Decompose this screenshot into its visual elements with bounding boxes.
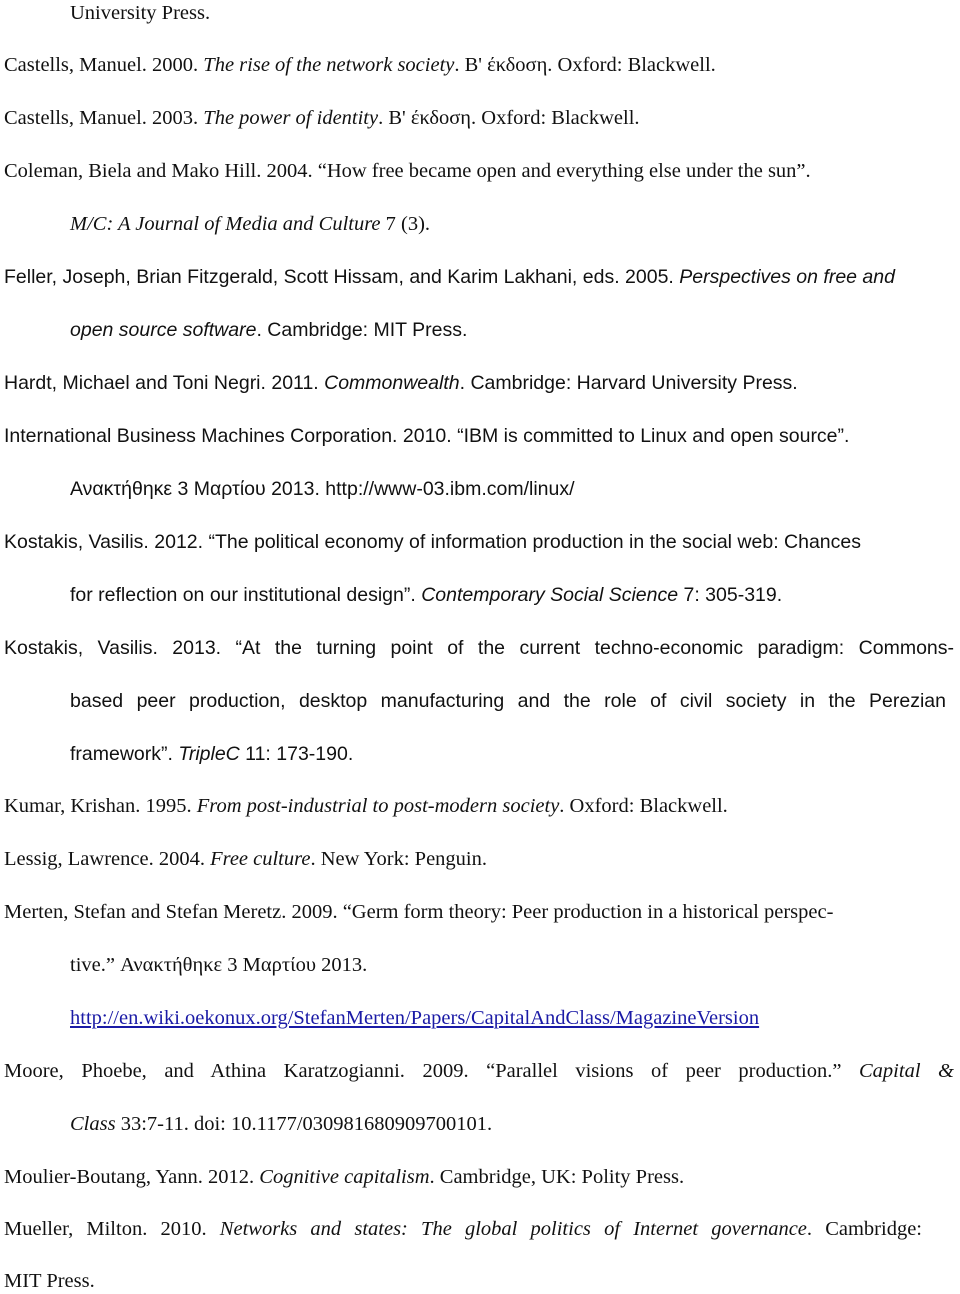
- reference-entry-kumar-1995: [4, 793, 728, 819]
- reference-title: The rise of the network society: [203, 54, 455, 76]
- reference-entry-feller-2005: [4, 264, 895, 290]
- reference-continuation: [70, 317, 467, 343]
- reference-text: Moore, Phoebe, and Athina Karatzogianni. 2009. “Parallel visions of peer production.”: [4, 1060, 859, 1082]
- reference-entry-moore-2009: [4, 1058, 954, 1084]
- reference-entry-merten-2009: [4, 899, 833, 925]
- reference-entry-castells-2003: [4, 105, 640, 131]
- reference-text: . Oxford: Blackwell.: [559, 795, 728, 817]
- reference-text: . Cambridge: MIT Press.: [256, 319, 468, 341]
- reference-text: Merten, Stefan and Stefan Meretz. 2009. “Germ form theory: Peer production in a historical perspec-: [4, 901, 834, 923]
- reference-url-link[interactable]: http://en.wiki.oekonux.org/StefanMerten/Papers/CapitalAndClass/MagazineVersion: [70, 1007, 760, 1029]
- reference-text: Kumar, Krishan. 1995.: [4, 795, 197, 817]
- reference-text: 33:7-11. doi: 10.1177/030981680909700101.: [115, 1113, 493, 1135]
- reference-journal: Class: [70, 1113, 116, 1135]
- reference-title: The power of identity: [203, 107, 379, 129]
- reference-entry-kostakis-2013: [4, 635, 954, 661]
- reference-entry-mueller-2010: [4, 1216, 922, 1242]
- reference-text: MIT Press.: [4, 1270, 95, 1292]
- reference-text: Mueller, Milton. 2010.: [4, 1218, 220, 1240]
- reference-journal: Capital &: [859, 1060, 954, 1082]
- reference-text: Kostakis, Vasilis. 2013. “At the turning point of the current techno-economic paradigm: Commons-: [4, 637, 954, 659]
- reference-text: . Cambridge:: [806, 1218, 922, 1240]
- reference-text: Castells, Manuel. 2000.: [4, 54, 204, 76]
- reference-title: Cognitive capitalism: [259, 1166, 430, 1188]
- reference-continuation: [70, 1005, 759, 1031]
- reference-text: 11: 173-190.: [239, 743, 354, 765]
- reference-text: . B' έκδοση. Oxford: Blackwell.: [378, 107, 640, 129]
- reference-journal: TripleC: [178, 743, 240, 765]
- reference-text: 7 (3).: [380, 213, 431, 235]
- reference-continuation: [4, 1268, 95, 1294]
- reference-continuation: [70, 0, 210, 26]
- reference-title: open source software: [70, 319, 257, 341]
- reference-title: Networks and states: The global politics of Internet governance: [219, 1218, 807, 1240]
- reference-continuation: [70, 211, 430, 237]
- reference-text: . Cambridge, UK: Polity Press.: [429, 1166, 685, 1188]
- reference-text: . Cambridge: Harvard University Press.: [459, 372, 798, 394]
- reference-entry-ibm-2010: [4, 423, 849, 449]
- reference-title: From post-industrial to post-modern society: [196, 795, 560, 817]
- reference-continuation: [70, 741, 353, 767]
- reference-text: International Business Machines Corporation. 2010. “IBM is committed to Linux and open source”.: [4, 425, 850, 447]
- reference-continuation: [70, 582, 782, 608]
- reference-entry-lessig-2004: [4, 846, 487, 872]
- reference-title: Commonwealth: [324, 372, 460, 394]
- reference-text: framework”.: [70, 743, 179, 765]
- reference-continuation: [70, 688, 946, 714]
- reference-text: . B' έκδοση. Oxford: Blackwell.: [454, 54, 716, 76]
- reference-text: tive.” Ανακτήθηκε 3 Μαρτίου 2013.: [70, 954, 368, 976]
- reference-text: 7: 305-319.: [678, 584, 783, 606]
- reference-entry-castells-2000: [4, 52, 716, 78]
- reference-text: Castells, Manuel. 2003.: [4, 107, 204, 129]
- reference-text: . New York: Penguin.: [310, 848, 487, 870]
- reference-title: Perspectives on free and: [679, 266, 895, 288]
- reference-entry-coleman-2004: [4, 158, 811, 184]
- reference-title: Free culture: [210, 848, 311, 870]
- reference-text: Moulier-Boutang, Yann. 2012.: [4, 1166, 260, 1188]
- reference-text: for reflection on our institutional design”.: [70, 584, 422, 606]
- reference-text: University Press.: [70, 2, 211, 24]
- reference-continuation: [70, 1111, 492, 1137]
- reference-text: Feller, Joseph, Brian Fitzgerald, Scott Hissam, and Karim Lakhani, eds. 2005.: [4, 266, 680, 288]
- reference-text: Ανακτήθηκε 3 Μαρτίου 2013. http://www-03.ibm.com/linux/: [70, 478, 575, 500]
- reference-text: Lessig, Lawrence. 2004.: [4, 848, 211, 870]
- reference-text: Kostakis, Vasilis. 2012. “The political economy of information production in the social web: Chances: [4, 531, 861, 553]
- reference-text: Hardt, Michael and Toni Negri. 2011.: [4, 372, 325, 394]
- reference-text: based peer production, desktop manufacturing and the role of civil society in the Perezian: [70, 690, 946, 712]
- reference-entry-kostakis-2012: [4, 529, 861, 555]
- reference-continuation: [70, 476, 575, 502]
- reference-continuation: [70, 952, 367, 978]
- reference-entry-hardt-2011: [4, 370, 798, 396]
- reference-entry-moulier-boutang-2012: [4, 1164, 684, 1190]
- reference-journal: Contemporary Social Science: [421, 584, 679, 606]
- reference-journal: M/C: A Journal of Media and Culture: [70, 213, 381, 235]
- reference-text: Coleman, Biela and Mako Hill. 2004. “How free became open and everything else under the sun”.: [4, 160, 811, 182]
